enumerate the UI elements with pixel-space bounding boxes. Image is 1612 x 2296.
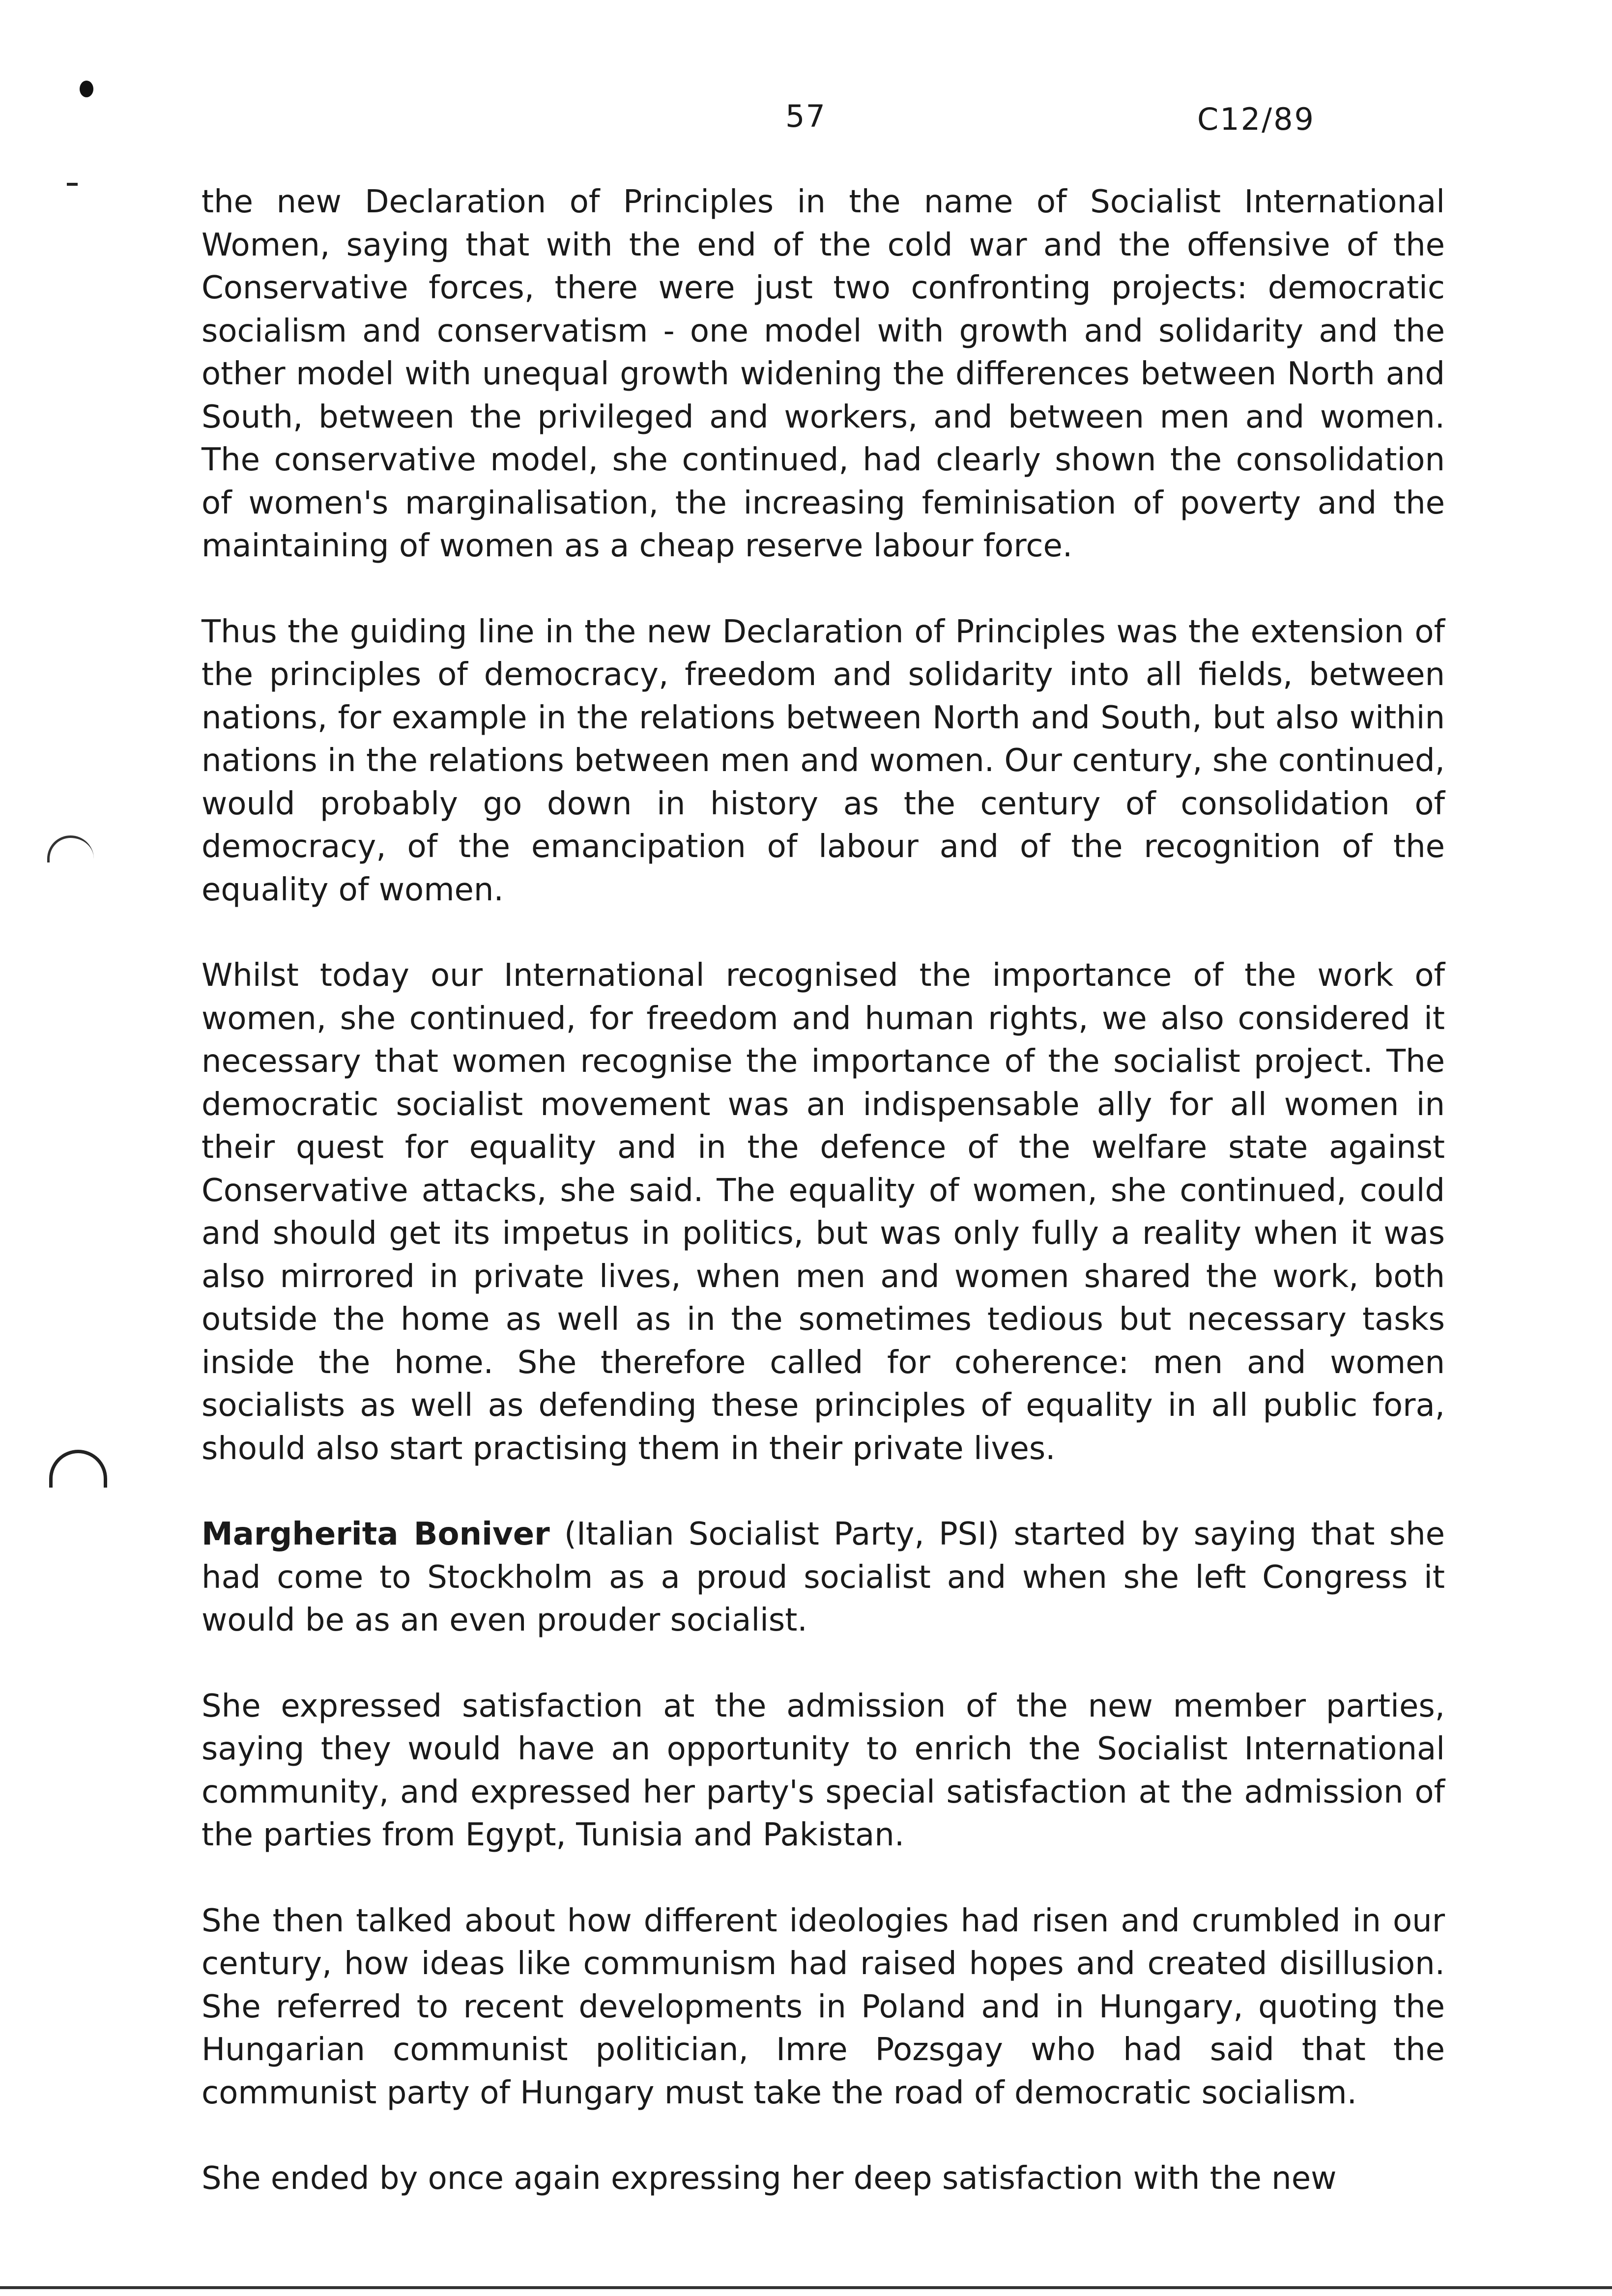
speaker-name: Margherita Boniver bbox=[202, 1516, 550, 1552]
paragraph: the new Declaration of Principles in the name of Socialist International Women, saying that with the end of the cold war and the offensive of the Conservative forces, there were just two confronting projects: democratic socialism and conservatism - one model with growth and solidarity and the other model with unequal growth widening the differences between North and South, between the privileged and workers, and between men and women. The conservative model, she continued, had clearly shown the consolidation of women's marginalisation, the increasing feminisation of poverty and the maintaining of women as a cheap reserve labour force. bbox=[202, 184, 1445, 564]
scan-mark-arc bbox=[49, 1450, 107, 1488]
paragraph: Whilst today our International recognised the importance of the work of women, she continued, for freedom and human rights, we also considered it necessary that women recognise the importance of the socialist project. The democratic socialist movement was an indispensable ally for all women in their quest for equality and in the defence of the welfare state against Conservative attacks, she said. The equality of women, she continued, could and should get its impetus in politics, but was only fully a reality when it was also mirrored in private lives, when men and women shared the work, both outside the home as well as in the sometimes tedious but necessary tasks inside the home. She therefore called for coherence: men and women socialists as well as defending these principles of equality in all public fora, should also start practising them in their private lives. bbox=[202, 957, 1445, 1467]
document-reference: C12/89 bbox=[1197, 101, 1315, 137]
paragraph: She ended by once again expressing her deep satisfaction with the new bbox=[202, 2160, 1337, 2197]
paragraph bbox=[202, 1513, 1445, 1642]
paragraph: Thus the guiding line in the new Declaration of Principles was the extension of the principles of democracy, freedom and solidarity into all fields, between nations, for example in the relations between North and South, but also within nations in the relations between men and women. Our century, she continued, would probably go down in history as the century of consolidation of democracy, of the emancipation of labour and of the recognition of the equality of women. bbox=[202, 613, 1445, 908]
page-number: 57 bbox=[785, 98, 826, 134]
scan-mark-dash bbox=[67, 183, 78, 186]
body-text bbox=[202, 181, 1445, 2243]
scan-mark-arc bbox=[47, 835, 94, 862]
paragraph-text: (Italian Socialist Party, PSI) started by saying that she had come to Stockholm as a proud socialist and when she left Congress it would be as an even prouder socialist. bbox=[202, 1516, 1445, 1638]
paragraph: She expressed satisfaction at the admission of the new member parties, saying they would have an opportunity to enrich the Socialist International community, and expressed her party's special satisfaction at the admission of the parties from Egypt, Tunisia and Pakistan. bbox=[202, 1688, 1445, 1853]
scan-mark-dot bbox=[80, 81, 93, 97]
bottom-edge-line bbox=[0, 2286, 1612, 2289]
paragraph: She then talked about how different ideologies had risen and crumbled in our century, how ideas like communism had raised hopes and created disillusion. She referred to recent developments in Poland and in Hungary, quoting the Hungarian communist politician, Imre Pozsgay who had said that the communist party of Hungary must take the road of democratic socialism. bbox=[202, 1902, 1445, 2111]
